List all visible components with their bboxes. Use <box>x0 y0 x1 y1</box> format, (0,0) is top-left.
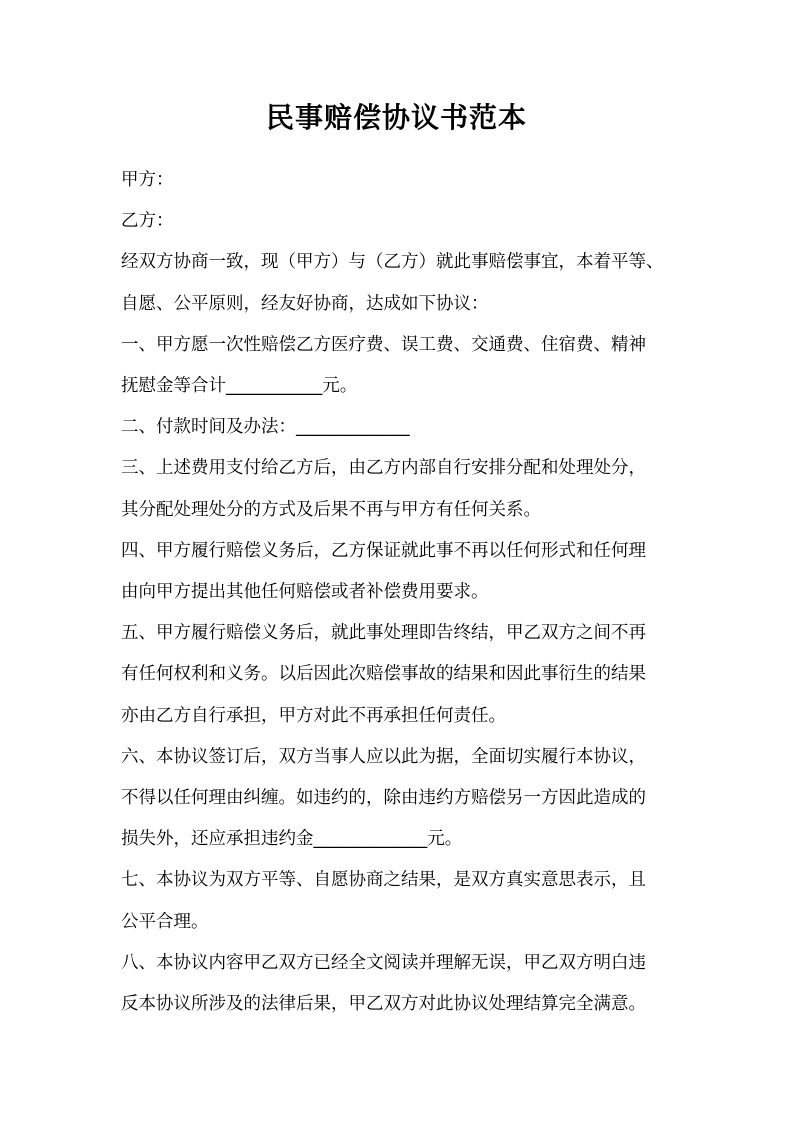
party-b-line: 乙方： <box>121 211 174 232</box>
clause-6-line-3: 损失外，还应承担违约金_____________元。 <box>121 829 463 850</box>
preamble-line-2: 自愿、公平原则，经友好协商，达成如下协议： <box>121 293 489 314</box>
clause-3-line-2: 其分配处理处分的方式及后果不再与甲方有任何关系。 <box>121 499 541 520</box>
clause-8-line-2: 反本协议所涉及的法律后果，甲乙双方对此协议处理结算完全满意。 <box>121 994 646 1015</box>
agreement-body <box>121 160 681 1025</box>
clause-5-line-1: 五、甲方履行赔偿义务后，就此事处理即告终结，甲乙双方之间不再 <box>121 623 646 644</box>
preamble-line-1: 经双方协商一致，现（甲方）与（乙方）就此事赔偿事宜，本着平等、 <box>121 252 664 273</box>
clause-6-line-2: 不得以任何理由纠缠。如违约的，除由违约方赔偿另一方因此造成的 <box>121 788 646 809</box>
document-title: 民事赔偿协议书范本 <box>265 101 527 134</box>
clause-5-line-2: 有任何权利和义务。以后因此次赔偿事故的结果和因此事衍生的结果 <box>121 664 646 685</box>
clause-2-line-1: 二、付款时间及办法：_____________ <box>121 417 410 438</box>
clause-5-line-3: 亦由乙方自行承担，甲方对此不再承担任何责任。 <box>121 705 506 726</box>
party-a-line: 甲方： <box>121 170 174 190</box>
clause-4-line-2: 由向甲方提出其他任何赔偿或者补偿费用要求。 <box>121 582 489 603</box>
clause-8-line-1: 八、本协议内容甲乙双方已经全文阅读并理解无误，甲乙双方明白违 <box>121 952 646 973</box>
clause-1-line-1: 一、甲方愿一次性赔偿乙方医疗费、误工费、交通费、住宿费、精神 <box>121 334 646 355</box>
clause-7-line-2: 公平合理。 <box>121 911 209 932</box>
clause-4-line-1: 四、甲方履行赔偿义务后，乙方保证就此事不再以任何形式和任何理 <box>121 540 646 561</box>
clause-3-line-1: 三、上述费用支付给乙方后，由乙方内部自行安排分配和处理处分， <box>121 458 646 479</box>
clause-1-line-2: 抚慰金等合计___________元。 <box>121 376 358 397</box>
clause-7-line-1: 七、本协议为双方平等、自愿协商之结果，是双方真实意思表示，且 <box>121 870 646 891</box>
clause-6-line-1: 六、本协议签订后，双方当事人应以此为据，全面切实履行本协议， <box>121 746 646 767</box>
